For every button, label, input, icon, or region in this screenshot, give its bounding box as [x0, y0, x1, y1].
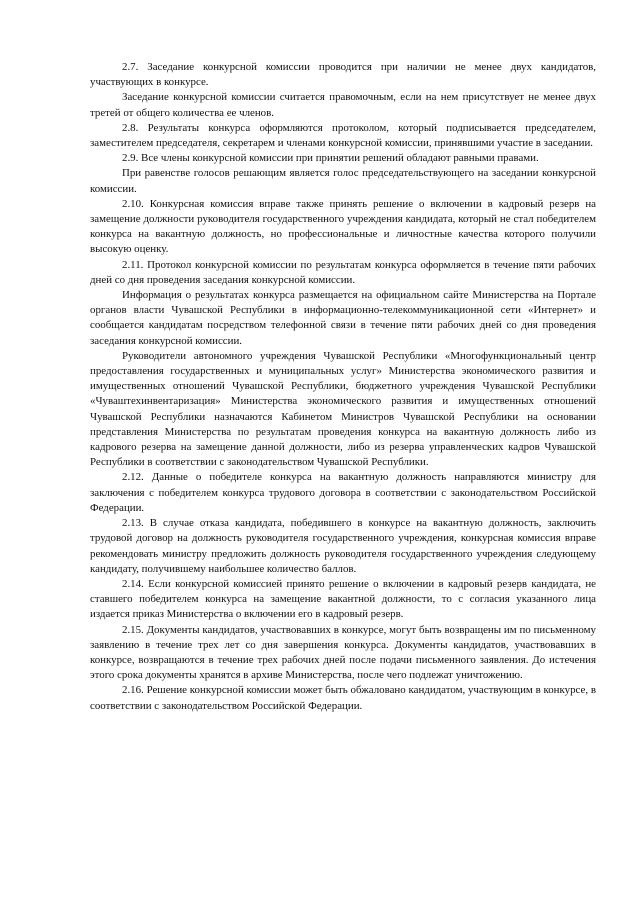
paragraph-2-16: 2.16. Решение конкурсной комиссии может быть обжаловано кандидатом, участвующим в конкурсе, в соответствии с законодательством Российской Федерации. — [90, 684, 596, 712]
paragraph-2-10: 2.10. Конкурсная комиссия вправе также принять решение о включении в кадровый резерв на замещение должности руководителя государственного учреждения кандидата, который не стал победителем конкурса на вакантную должность, но профессиональные и личностные качества которого получили высокую оценку. — [90, 197, 596, 256]
paragraph-2-7: 2.7. Заседание конкурсной комиссии проводится при наличии не менее двух кандидатов, участвующих в конкурсе. — [90, 61, 596, 89]
paragraph-2-11-info: Информация о результатах конкурса размещается на официальном сайте Министерства на Портале органов власти Чувашской Республики в информационно-телекоммуникационной сети «Интернет» и сообщается кандидатам посредством телефонной связи в течение пяти рабочих дней со дня проведения заседания конкурсной комиссии. — [90, 289, 596, 347]
paragraph-2-15: 2.15. Документы кандидатов, участвовавших в конкурсе, могут быть возвращены им по письменному заявлению в течение трех лет со дня завершения конкурса. Документы кандидатов, участвовавших в конкурсе, возвращаются в течение трех рабочих дней после подачи письменного заявления. До истечения этого срока документы хранятся в архиве Министерства, после чего подлежат уничтожению. — [90, 623, 596, 682]
paragraph-2-9-tie: При равенстве голосов решающим является голос председательствующего на заседании конкурсной комиссии. — [90, 167, 596, 195]
paragraph-2-7-quorum: Заседание конкурсной комиссии считается правомочным, если на нем присутствует не менее двух третей от общего количества ее членов. — [90, 91, 596, 119]
paragraph-2-11-heads: Руководители автономного учреждения Чувашской Республики «Многофункциональный центр предоставления государственных и муниципальных услуг» Министерства экономического развития и имущественных отношений Чувашской Республики, бюджетного учреждения Чувашской Республики «Чуваштехинвентаризация» Министерства экономического развития и имущественных отношений Чувашской Республики назначаются Кабинетом Министров Чувашской Республики на основании представления Министерства по результатам проведения конкурса на вакантную должность либо из кадрового резерва на замещение данной должности, либо из резерва управленческих кадров Чувашской Республики в соответствии с законодательством Чувашской Республики. — [90, 349, 596, 469]
paragraph-2-9: 2.9. Все члены конкурсной комиссии при принятии решений обладают равными правами. — [122, 152, 539, 165]
document-page — [90, 60, 596, 714]
paragraph-2-13: 2.13. В случае отказа кандидата, победившего в конкурсе на вакантную должность, заключить трудовой договор на должность руководителя государственного учреждения, конкурсная комиссия вправе рекомендовать министру предложить должность руководителя государственного учреждения следующему кандидату, получившему наибольшее количество баллов. — [90, 517, 596, 575]
paragraph-2-11: 2.11. Протокол конкурсной комиссии по результатам конкурса оформляется в течение пяти рабочих дней со дня проведения заседания конкурсной комиссии. — [90, 258, 596, 286]
paragraph-2-12: 2.12. Данные о победителе конкурса на вакантную должность направляются министру для заключения с победителем конкурса трудового договора в соответствии с законодательством Российской Федерации. — [90, 471, 596, 514]
paragraph-2-8: 2.8. Результаты конкурса оформляются протоколом, который подписывается председателем, заместителем председателя, секретарем и членами конкурсной комиссии, принявшими участие в заседании. — [90, 121, 596, 150]
paragraph-2-14: 2.14. Если конкурсной комиссией принято решение о включении в кадровый резерв кандидата, не ставшего победителем конкурса на замещение вакантной должности, то с согласия указанного лица издается приказ Министерства о включении его в кадровый резерв. — [90, 577, 596, 621]
